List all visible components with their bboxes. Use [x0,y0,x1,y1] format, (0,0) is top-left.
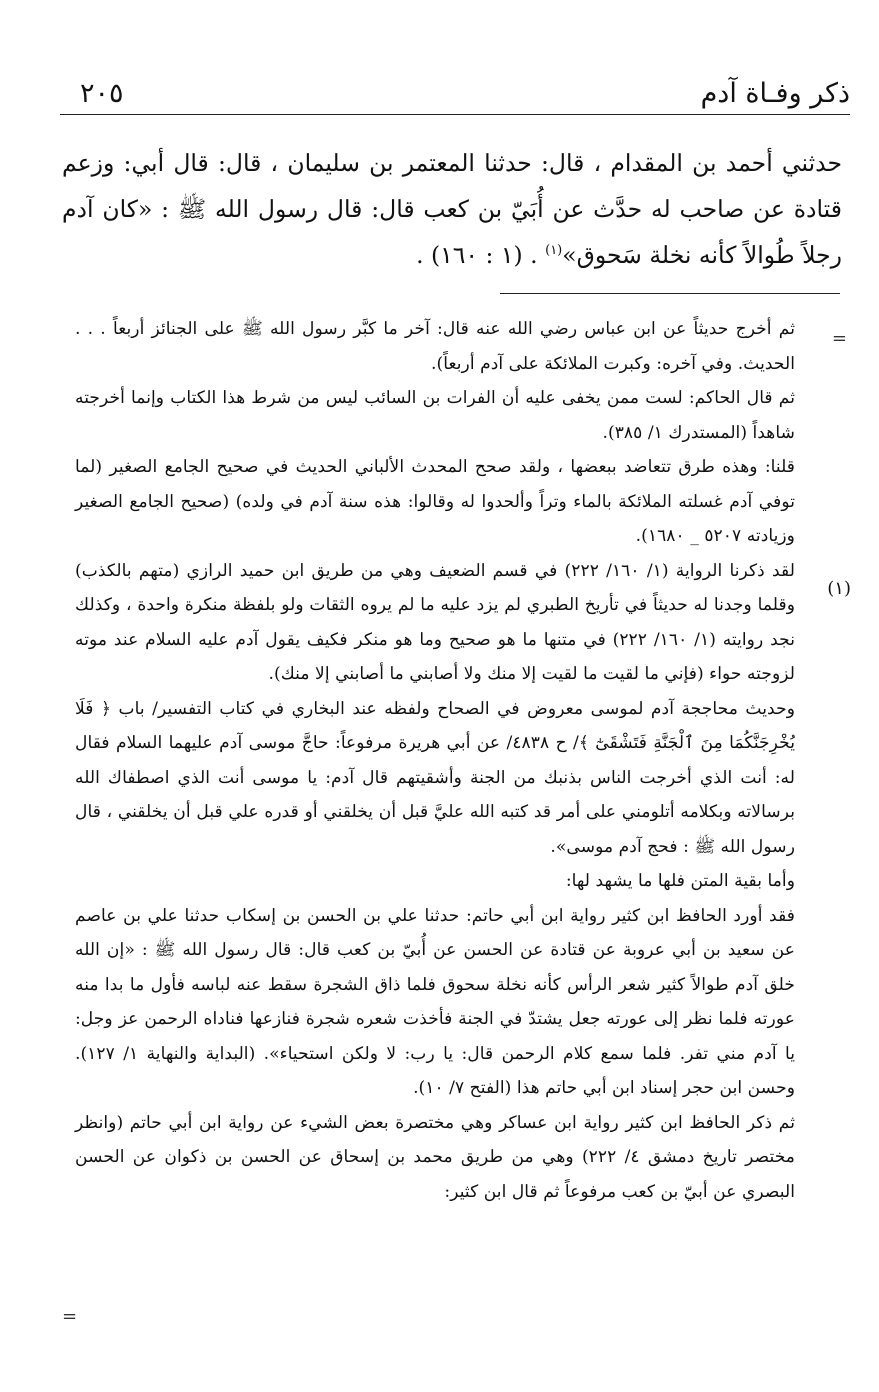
main-text-body: حدثني أحمد بن المقدام ، قال: حدثنا المعتمر بن سليمان ، قال: قال أبي: وزعم قتادة عن صاحب له حدَّث عن أُبَيّ بن كعب قال: قال رسول الله ﷺ : «كان آدم رجلاً طُوالاً كأنه نخلة سَحوق» [62,149,842,269]
page-header [60,62,850,118]
footnote-reference: (١) [545,243,563,259]
footnote-paragraph: ثم قال الحاكم: لست ممن يخفى عليه أن الفرات بن السائب ليس من شرط هذا الكتاب وإنما أخرجته شاهداً (المستدرك ١/ ٣٨٥). [75,388,795,443]
footnote-paragraph: لقد ذكرنا الرواية (١/ ١٦٠/ ٢٢٢) في قسم الضعيف وهي من طريق ابن حميد الرازي (متهم بالكذب) وقلما وجدنا له حديثاً في تأريخ الطبري لم يزد عليه ما لم يروه الثقات ولو بلفظة منكرة واحدة ، وكذلك نجد روايته (١/ ١٦٠/ ٢٢٢) في متنها ما هو صحيح وما هو منكر فكيف يقول آدم عليه السلام عند موته لزوجته حواء (فإني ما لقيت ما لقيت إلا منك ولا أصابني ما أصابني إلا منك). [75,560,795,684]
main-paragraph [62,140,842,278]
footnote-number: (١) [827,578,851,599]
footnote-paragraph: وأما بقية المتن فلها ما يشهد لها: [565,871,795,891]
footnotes [75,312,795,1209]
footnote-paragraph: قلنا: وهذه طرق تتعاضد ببعضها ، ولقد صحح المحدث الألباني الحديث في صحيح الجامع الصغير (لما توفي آدم غسلته الملائكة بالماء وتراً وألحدوا له وقالوا: هذه سنة آدم في ولده) (صحيح الجامع الصغير وزيادته ٥٢٠٧ _ ١٦٨٠). [75,457,795,546]
continued-marker-top: = [831,328,847,349]
page-number: ٢٠٥ [80,78,124,109]
footnote-paragraph: فقد أورد الحافظ ابن كثير رواية ابن أبي حاتم: حدثنا علي بن الحسن بن إسكاب حدثنا علي بن عاصم عن سعيد بن أبي عروبة عن قتادة عن الحسن عن أُبيّ بن كعب قال: قال رسول الله ﷺ : «إن الله خلق آدم طوالاً كثير شعر الرأس كأنه نخلة سحوق فلما ذاق الشجرة سقط عنه لباسه فأول ما بدا منه عورته فلما نظر إلى عورته جعل يشتدّ في الجنة فأخذت شعره شجرة فنازعها فناداه الرحمن عز وجل: يا آدم مني تفر. فلما سمع كلام الرحمن قال: يا رب: لا ولكن استحياء». (البداية والنهاية ١/ ١٢٧). وحسن ابن حجر إسناد ابن أبي حاتم هذا (الفتح ٧/ ١٠). [75,905,795,1098]
running-head: ذكر وفـاة آدم [700,78,850,109]
continued-marker-bottom: = [62,1306,78,1327]
footnote-paragraph: وحديث محاججة آدم لموسى معروض في الصحاح ولفظه عند البخاري في كتاب التفسير/ باب ﴿ فَلَا يُخْرِجَنَّكُمَا مِنَ ٱلْجَنَّةِ فَتَشْقَىٰٓ ﴾/ ح ٤٨٣٨/ عن أبي هريرة مرفوعاً: حاجَّ موسى آدم عليهما السلام فقال له: أنت الذي أخرجت الناس بذنبك من الجنة وأشقيتهم قال آدم: يا موسى أنت الذي اصطفاك الله برسالاته وبكلامه أتلومني على أمر قد كتبه الله عليَّ قبل أن يخلقني أو قدره علي قبل أن يخلقني ، قال رسول الله ﷺ : فحج آدم موسى». [75,698,795,857]
footnote-separator [500,293,840,294]
footnote-paragraph: ثم أخرج حديثاً عن ابن عباس رضي الله عنه قال: آخر ما كبَّر رسول الله ﷺ على الجنائز أربعاً . . . الحديث. وفي آخره: وكبرت الملائكة على آدم أربعاً). [75,319,795,374]
main-citation: . (١ : ١٦٠) . [416,241,546,269]
footnote-paragraph: ثم ذكر الحافظ ابن كثير رواية ابن عساكر وهي مختصرة بعض الشيء عن رواية ابن أبي حاتم (وانظر مختصر تاريخ دمشق ٤/ ٢٢٢) وهي من طريق محمد بن إسحاق عن الحسن بن ذكوان عن الحسن البصري عن أبيّ بن كعب مرفوعاً ثم قال ابن كثير: [75,1112,795,1202]
header-rule [60,114,850,115]
main-text [62,140,842,278]
